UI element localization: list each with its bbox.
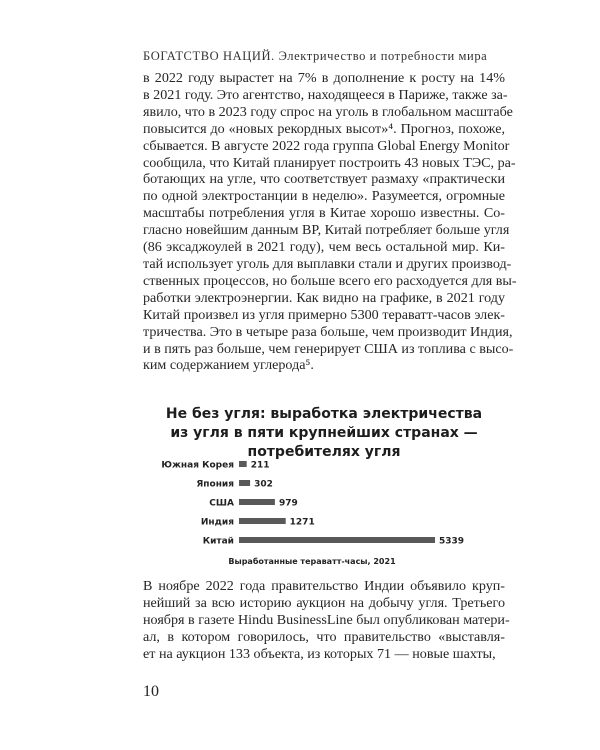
chart-title-line: из угля в пяти крупнейших странах — xyxy=(170,425,478,441)
text-line: сообщила, что Китай планирует построить 43 новых ТЭС, ра- xyxy=(143,154,516,171)
text-line: ал, в котором говорилось, что правительство «выставля- xyxy=(143,628,505,645)
text-line: сбывается. В августе 2022 года группа Global Energy Monitor xyxy=(143,137,510,154)
category-label: Южная Корея xyxy=(161,460,234,471)
bar xyxy=(239,518,286,524)
text-line: и в пять раз больше, чем генерирует США из топлива с высо- xyxy=(143,340,514,357)
running-header: БОГАТСТВО НАЦИЙ. Электричество и потребности мира xyxy=(143,49,488,63)
text-line: (86 эксаджоулей в 2021 году), чем весь остальной мир. Ки- xyxy=(143,239,505,256)
text-line: в 2021 году. Это агентство, находящееся в Париже, также за- xyxy=(143,86,508,103)
category-label: Япония xyxy=(196,479,234,490)
text-line: повысится до «новых рекордных высот»⁴. Прогноз, похоже, xyxy=(143,120,505,137)
value-label: 979 xyxy=(278,498,298,509)
text-line: по одной электростанции в неделю». Разумеется, огромные xyxy=(143,188,505,205)
text-line: в 2022 году вырастет на 7% в дополнение к росту на 14% xyxy=(143,70,505,86)
value-label: 1271 xyxy=(289,517,315,528)
text-line: тричества. Это в четыре раза больше, чем производит Индия, xyxy=(143,323,513,340)
text-line: Китай произвел из угля примерно 5300 тераватт-часов элек- xyxy=(143,306,505,323)
body-paragraph-2 xyxy=(143,578,510,663)
text-line: нейший за всю историю аукцион на добычу угля. Третьего xyxy=(143,594,505,611)
category-label: Китай xyxy=(202,536,234,547)
category-label: Индия xyxy=(200,517,234,528)
page-number: 10 xyxy=(143,683,159,700)
value-label: 211 xyxy=(250,460,270,471)
category-label: США xyxy=(209,498,234,509)
value-label: 302 xyxy=(254,479,273,490)
bar xyxy=(239,461,247,467)
chart-title-line: потребителях угля xyxy=(247,444,401,460)
text-line: явило, что в 2023 году спрос на уголь в глобальном масштабе xyxy=(143,103,513,120)
chart-title-line: Не без угля: выработка электричества xyxy=(165,406,483,422)
text-line: ет на аукцион 133 объекта, из которых 71 — новые шахты, xyxy=(143,645,496,662)
text-line: ноября в газете Hindu BusinessLine был опубликован матери- xyxy=(143,611,510,628)
text-line: гласно новейшим данным BP, Китай потребляет больше угля xyxy=(143,222,510,239)
chart-title xyxy=(143,405,505,462)
text-line: масштабы потребления угля в Китае хорошо известны. Со- xyxy=(143,205,505,222)
text-line: ботающих на угле, что соответствует размаху «практически xyxy=(143,171,505,188)
text-line: работки электроэнергии. Как видно на графике, в 2021 году xyxy=(143,289,505,306)
text-line: ственных процессов, но больше всего его расходуется для вы- xyxy=(143,272,517,289)
body-paragraph-1 xyxy=(143,70,517,374)
bar-chart xyxy=(130,455,520,575)
bar xyxy=(239,537,435,543)
bar xyxy=(239,480,250,486)
bar xyxy=(239,499,275,505)
text-line: тай использует уголь для выплавки стали и других производ- xyxy=(143,255,512,272)
text-line: В ноябре 2022 года правительство Индии объявило круп- xyxy=(143,578,505,594)
text-line: ким содержанием углерода⁵. xyxy=(143,357,314,374)
x-axis-label: Выработанные тераватт-часы, 2021 xyxy=(228,557,396,566)
value-label: 5339 xyxy=(439,536,465,547)
